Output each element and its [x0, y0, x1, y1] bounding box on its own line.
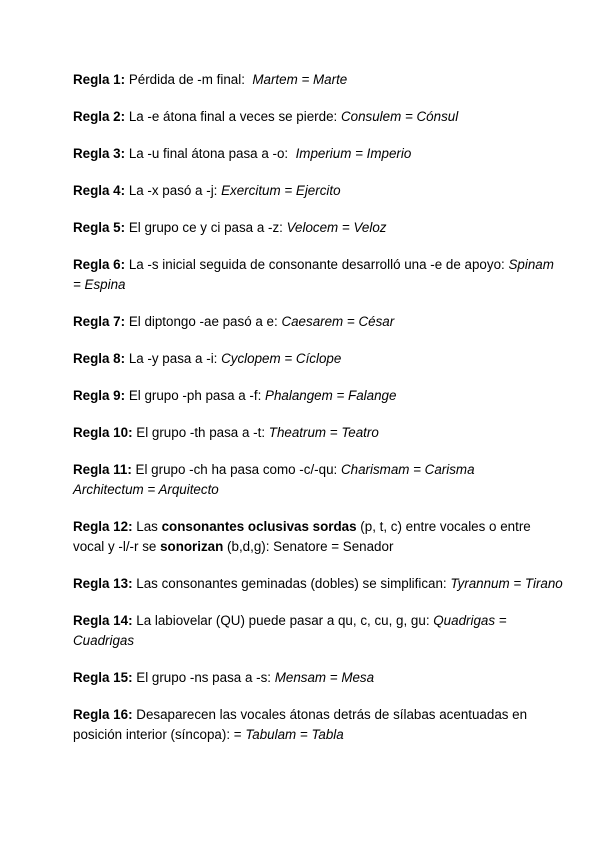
rule-label: Regla 9: [73, 388, 126, 403]
rule-emphasis: sonorizan [160, 539, 224, 554]
rule-label: Regla 14: [73, 613, 133, 628]
rule-text: Las [132, 519, 162, 534]
rule-5 [73, 218, 563, 238]
rule-7 [73, 312, 563, 332]
rule-text: La -e átona final a veces se pierde: [125, 109, 341, 124]
rule-label: Regla 1: [73, 72, 126, 87]
rule-15 [73, 668, 563, 688]
rule-text: Pérdida de -m final: [125, 72, 253, 87]
rule-text: Las consonantes geminadas (dobles) se simplifican: [132, 576, 451, 591]
rule-4 [73, 181, 563, 201]
rule-8 [73, 349, 563, 369]
rule-label: Regla 15: [73, 670, 133, 685]
rule-text: La -s inicial seguida de consonante desarrolló una -e de apoyo: [125, 257, 509, 272]
rule-16 [73, 705, 563, 745]
rule-label: Regla 10: [73, 425, 133, 440]
rule-example: Caesarem = César [281, 314, 395, 329]
rule-10 [73, 423, 563, 443]
rule-example: Theatrum = Teatro [268, 425, 379, 440]
rule-example: Imperium = Imperio [295, 146, 412, 161]
rule-text: El grupo -ns pasa a -s: [132, 670, 275, 685]
rule-example: Tyrannum = Tirano [450, 576, 563, 591]
rule-example: Mensam = Mesa [274, 670, 375, 685]
rule-text: La -x pasó a -j: [125, 183, 222, 198]
rule-example: Phalangem = Falange [265, 388, 397, 403]
rule-example: Tabulam = Tabla [245, 727, 344, 742]
rule-label: Regla 12: [73, 519, 133, 534]
rule-label: Regla 7: [73, 314, 126, 329]
rule-label: Regla 11: [73, 462, 132, 477]
rule-example: Charismam = Carisma [340, 462, 475, 477]
rule-example: Velocem = Veloz [286, 220, 387, 235]
rule-text: (p, t, c) entre vocales o entre vocal y -l/-r se [73, 519, 535, 554]
rule-11 [73, 460, 563, 500]
rule-emphasis: consonantes oclusivas sordas [161, 519, 357, 534]
rule-text: Desaparecen las vocales átonas detrás de sílabas acentuadas en posición interior (síncopa): = [73, 707, 531, 742]
rule-example: Cyclopem = Cíclope [221, 351, 342, 366]
rule-text: El grupo -th pasa a -t: [132, 425, 269, 440]
rule-label: Regla 2: [73, 109, 126, 124]
rule-14 [73, 611, 563, 651]
rule-text: La labiovelar (QU) puede pasar a qu, c, cu, g, gu: [132, 613, 434, 628]
rule-text: El grupo -ph pasa a -f: [125, 388, 266, 403]
rule-label: Regla 5: [73, 220, 126, 235]
rule-2 [73, 107, 563, 127]
rule-text: El grupo -ch ha pasa como -c/-qu: [131, 462, 341, 477]
rule-example: Quadrigas = Cuadrigas [73, 613, 507, 648]
rule-12 [73, 517, 563, 557]
rule-1 [73, 70, 563, 90]
rule-9 [73, 386, 563, 406]
rule-text: La -u final átona pasa a -o: [125, 146, 296, 161]
rule-text: La -y pasa a -i: [125, 351, 222, 366]
rule-6 [73, 255, 563, 295]
rule-label: Regla 13: [73, 576, 133, 591]
rule-example: Exercitum = Ejercito [221, 183, 341, 198]
rule-13 [73, 574, 563, 594]
rule-text: (b,d,g): Senatore = Senador [223, 539, 394, 554]
rule-example-second: Architectum = Arquitecto [73, 482, 219, 497]
rule-label: Regla 3: [73, 146, 126, 161]
rule-label: Regla 8: [73, 351, 126, 366]
document-page [73, 70, 563, 762]
rule-label: Regla 6: [73, 257, 126, 272]
rule-3 [73, 144, 563, 164]
rule-label: Regla 4: [73, 183, 126, 198]
rule-example: Martem = Marte [252, 72, 348, 87]
rule-label: Regla 16: [73, 707, 133, 722]
rule-text: El grupo ce y ci pasa a -z: [125, 220, 287, 235]
rule-example: Spinam = Espina [73, 257, 554, 292]
rule-text: El diptongo -ae pasó a e: [125, 314, 282, 329]
rule-example: Consulem = Cónsul [340, 109, 459, 124]
